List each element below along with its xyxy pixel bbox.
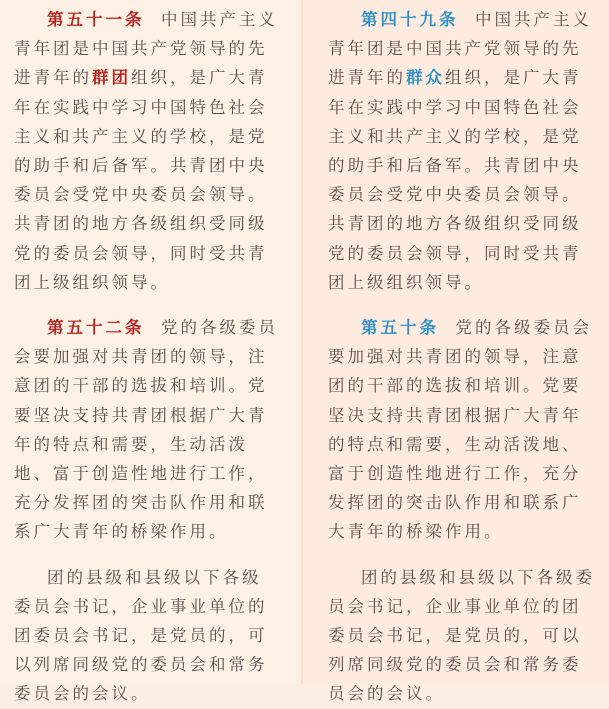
article-gap xyxy=(459,10,476,29)
article-number: 第四十九条 xyxy=(361,10,459,29)
article-gap xyxy=(145,318,162,337)
paragraph-text: 组织，是广大青年在实践中学习中国特色社会主义和共产主义的学校，是党的助手和后备军。共青团中央委员会受党中央委员会领导。共青团的地方各级组织受同级党的委员会领导，同时受共青团上级组织领导。 xyxy=(14,68,268,292)
article-number: 第五十一条 xyxy=(47,10,145,29)
highlighted-term: 群团 xyxy=(92,68,131,88)
article-paragraph xyxy=(328,563,595,709)
article-number: 第五十条 xyxy=(361,318,439,338)
article-paragraph xyxy=(14,313,279,547)
article-paragraph xyxy=(14,563,279,709)
article-paragraph xyxy=(328,313,595,547)
paragraph-text: 党的各级委员会要加强对共青团的领导，注意团的干部的选拔和培训。党要坚决支持共青团根据广大青年的特点和需要，生动活泼地、富于创造性地进行工作，充分发挥团的突击队作用和联系广大青年的桥梁作用。 xyxy=(328,318,592,542)
paragraph-text: 组织，是广大青年在实践中学习中国特色社会主义和共产主义的学校，是党的助手和后备军。共青团中央委员会受党中央委员会领导。共青团的地方各级组织受同级党的委员会领导，同时受共青团上级组织领导。 xyxy=(328,68,582,292)
left-column-new-text xyxy=(0,0,301,704)
right-column-old-text xyxy=(301,0,609,704)
article-gap xyxy=(145,10,162,29)
paragraph-text: 党的各级委员会要加强对共青团的领导，注意团的干部的选拔和培训。党要坚决支持共青团根据广大青年的特点和需要，生动活泼地、富于创造性地进行工作，充分发挥团的突击队作用和联系广大青年的桥梁作用。 xyxy=(14,318,278,542)
article-gap xyxy=(439,318,456,337)
article-number: 第五十二条 xyxy=(47,318,145,338)
article-paragraph xyxy=(14,5,279,297)
paragraph-text: 团的县级和县级以下各级委员会书记，企业事业单位的团委员会书记，是党员的，可以列席同级党的委员会和常务委员会的会议。 xyxy=(328,567,595,704)
paragraph-text: 中国共产主义青年团是中国共产党领导的先进青年的 xyxy=(14,10,278,88)
highlighted-term: 群众 xyxy=(406,68,445,88)
paragraph-text: 中国共产主义青年团是中国共产党领导的先进青年的 xyxy=(328,10,592,88)
paragraph-text: 团的县级和县级以下各级委员会书记，企业事业单位的团委员会书记，是党员的，可以列席同级党的委员会和常务委员会的会议。 xyxy=(14,567,268,704)
article-paragraph xyxy=(328,5,595,297)
